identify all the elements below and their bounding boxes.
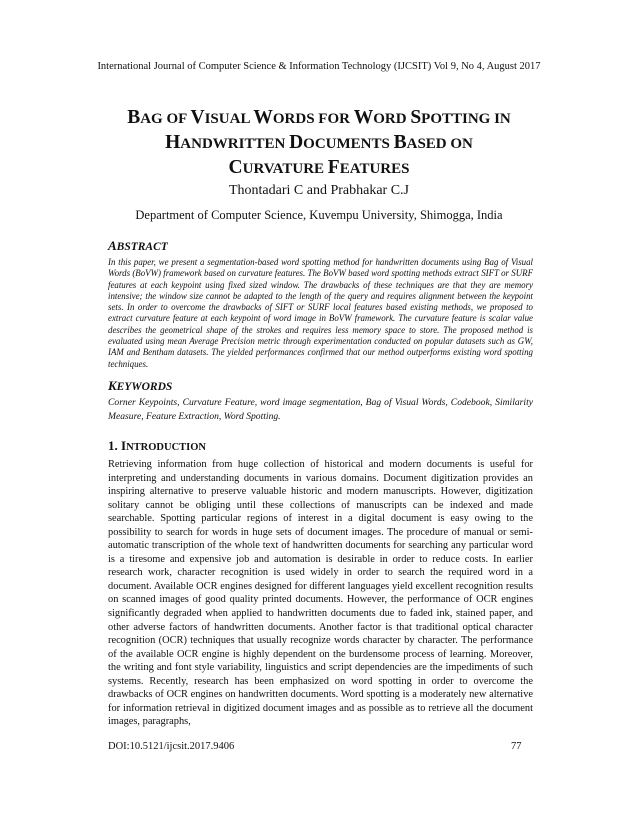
journal-header: International Journal of Computer Science & Information Technology (IJCSIT) Vol 9, No 4, August 2017 xyxy=(97,61,541,72)
footer-doi: DOI:10.5121/ijcsit.2017.9406 xyxy=(108,741,235,752)
title-line-3: CURVATURE FEATURES xyxy=(228,157,410,178)
page-number: 77 xyxy=(511,741,522,752)
paper-title xyxy=(60,106,578,181)
title-line-2: HANDWRITTEN DOCUMENTS BASED ON xyxy=(165,132,473,153)
introduction-body: Retrieving information from huge collection of historical and modern documents is useful for interpreting and understanding documents in various domains. Document digitization provides an inspiring alternative to preserve valuable historic and modern manuscripts. However, digitization solitary cannot be obliging until these collections of manuscripts can be indexed and made searchable. Spotting particular regions of interest in a digital document is easy owing to the possibility to search for words in huge sets of document images. The procedure of manual or semi-automatic transcription of the whole text of handwritten documents for searching any particular word is a tiresome and expensive job and automation is desirable in order to reduce costs. In earlier research work, character recognition is used widely in order to search the required word in a document. Available OCR engines designed for different languages yield excellent recognition results on scanned images of good quality printed documents. However, the performance of OCR engines significantly degraded when applied to handwritten documents due to faded ink, stained paper, and other adverse factors of handwritten documents. Another factor is that traditional optical character recognition (OCR) techniques that usually recognize words character by character. The performance of the available OCR engine is highly dependent on the burdensome process of learning. Moreover, the writing and font style variability, linguistics and script dependencies are the impediments of such systems. Recently, research has been emphasized on word spotting in order to overcome the drawbacks of OCR engines on handwritten documents. Word spotting is a moderately new alternative for information retrieval in digitized document images and as possible as to retrieve all the document images, paragraphs, xyxy=(108,459,533,728)
authors: Thontadari C and Prabhakar C.J xyxy=(228,183,409,198)
abstract-heading: ABSTRACT xyxy=(108,238,168,253)
keywords-body: Corner Keypoints, Curvature Feature, word image segmentation, Bag of Visual Words, Codebook, Similarity Measure, Feature Extraction, Word Spotting. xyxy=(108,397,533,422)
abstract-body: In this paper, we present a segmentation-based word spotting method for handwritten documents using Bag of Visual Words (BoVW) framework based on curvature features. The BoVW based word spotting methods extract SIFT or SURF features at each keypoint using fixed sized window. The drawbacks of these techniques are that they are memory intensive; the window size cannot be adapted to the length of the query and requires alignment between the keypoint sets. In order to overcome the drawbacks of SIFT or SURF local features based existing methods, we proposed to extract curvature feature at each keypoint of word image in BoVW framework. The curvature feature is scalar value describes the geometrical shape of the strokes and requires less memory space to store. The proposed method is evaluated using mean Average Precision metric through experimentation conducted on popular datasets such as GW, IAM and Bentham datasets. The yielded performances confirmed that our method outperforms existing word spotting techniques. xyxy=(108,257,533,369)
introduction-heading: 1. INTRODUCTION xyxy=(108,438,206,453)
keywords-heading: KEYWORDS xyxy=(108,378,173,393)
title-line-1: BAG OF VISUAL WORDS FOR WORD SPOTTING IN xyxy=(127,107,511,128)
affiliation: Department of Computer Science, Kuvempu University, Shimogga, India xyxy=(135,208,503,222)
